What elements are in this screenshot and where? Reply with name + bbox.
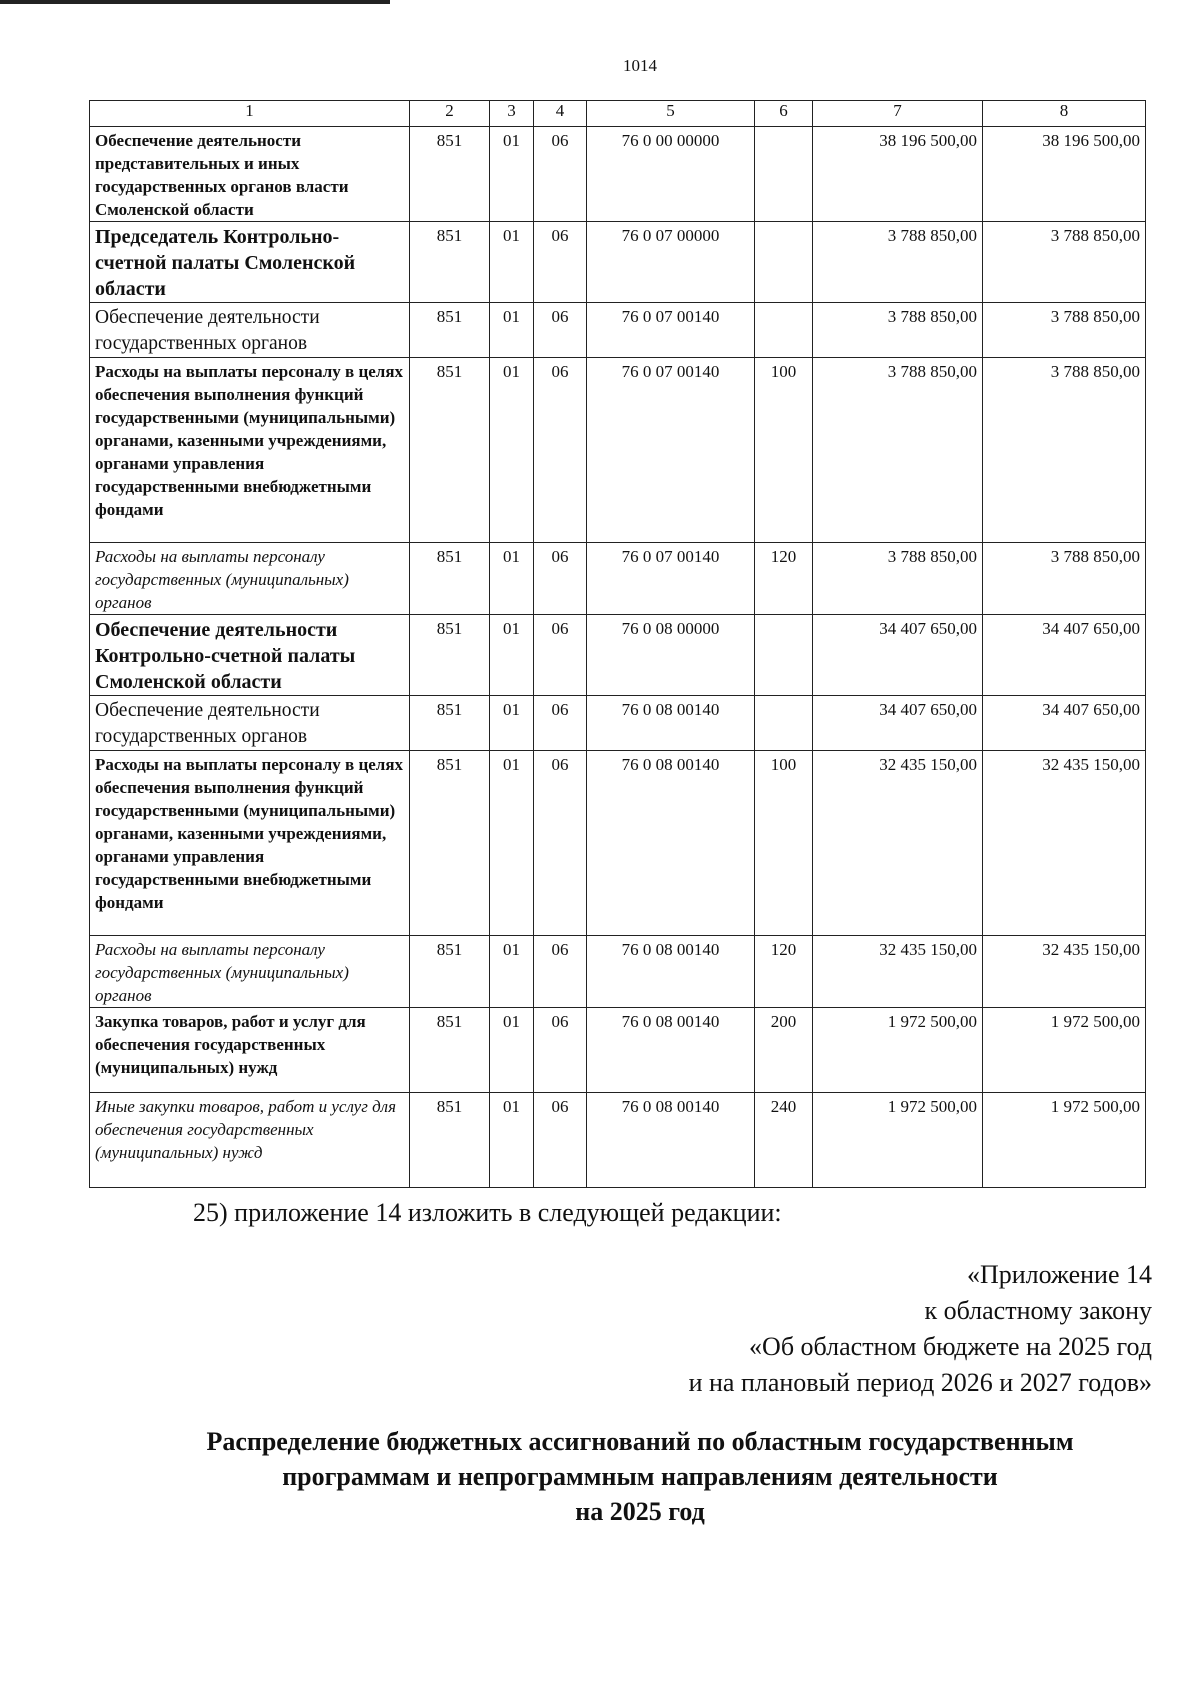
section-cell: 01	[490, 936, 534, 1008]
admin-code-cell: 851	[410, 751, 490, 936]
expense-type-cell	[755, 615, 813, 696]
title-line: программам и непрограммным направлениям деятельности	[282, 1462, 998, 1491]
admin-code-cell: 851	[410, 222, 490, 303]
table-header-row	[90, 101, 1146, 127]
expense-type-cell: 120	[755, 936, 813, 1008]
amount-cell: 32 435 150,00	[813, 751, 983, 936]
table-body	[90, 127, 1146, 1188]
col-header-1: 1	[90, 101, 410, 127]
target-article-cell: 76 0 08 00000	[587, 615, 755, 696]
col-header-2: 2	[410, 101, 490, 127]
expense-type-cell: 100	[755, 358, 813, 543]
row-name-cell: Расходы на выплаты персоналу государственных (муниципальных) органов	[90, 543, 410, 615]
section-cell: 01	[490, 615, 534, 696]
amount-cell: 3 788 850,00	[983, 222, 1146, 303]
expense-type-cell	[755, 696, 813, 751]
target-article-cell: 76 0 08 00140	[587, 1093, 755, 1188]
expense-type-cell	[755, 303, 813, 358]
amount-cell: 38 196 500,00	[983, 127, 1146, 222]
admin-code-cell: 851	[410, 127, 490, 222]
expense-type-cell	[755, 222, 813, 303]
title-line: Распределение бюджетных ассигнований по областным государственным	[206, 1427, 1074, 1456]
target-article-cell: 76 0 08 00140	[587, 751, 755, 936]
subsection-cell: 06	[534, 358, 587, 543]
amount-cell: 34 407 650,00	[813, 696, 983, 751]
appendix-header	[689, 1258, 1152, 1402]
subsection-cell: 06	[534, 696, 587, 751]
section-cell: 01	[490, 1093, 534, 1188]
amount-cell: 38 196 500,00	[813, 127, 983, 222]
table-row	[90, 751, 1146, 936]
target-article-cell: 76 0 00 00000	[587, 127, 755, 222]
target-article-cell: 76 0 07 00140	[587, 303, 755, 358]
section-cell: 01	[490, 222, 534, 303]
col-header-6: 6	[755, 101, 813, 127]
section-cell: 01	[490, 1008, 534, 1093]
row-name-cell: Закупка товаров, работ и услуг для обеспечения государственных (муниципальных) нужд	[90, 1008, 410, 1093]
table-row	[90, 696, 1146, 751]
target-article-cell: 76 0 07 00140	[587, 358, 755, 543]
section-title	[90, 1424, 1190, 1529]
col-header-7: 7	[813, 101, 983, 127]
admin-code-cell: 851	[410, 615, 490, 696]
admin-code-cell: 851	[410, 543, 490, 615]
expense-type-cell	[755, 127, 813, 222]
admin-code-cell: 851	[410, 1008, 490, 1093]
row-name-cell: Председатель Контрольно-счетной палаты Смоленской области	[90, 222, 410, 303]
table-row	[90, 936, 1146, 1008]
row-name-cell: Обеспечение деятельности государственных органов	[90, 303, 410, 358]
target-article-cell: 76 0 08 00140	[587, 1008, 755, 1093]
row-name-cell: Расходы на выплаты персоналу государственных (муниципальных) органов	[90, 936, 410, 1008]
appendix-line: и на плановый период 2026 и 2027 годов»	[688, 1368, 1152, 1397]
table-row	[90, 222, 1146, 303]
col-header-3: 3	[490, 101, 534, 127]
subsection-cell: 06	[534, 303, 587, 358]
row-name-cell: Обеспечение деятельности представительных и иных государственных органов власти Смоленской области	[90, 127, 410, 222]
amount-cell: 3 788 850,00	[983, 358, 1146, 543]
table-row	[90, 1008, 1146, 1093]
amount-cell: 3 788 850,00	[813, 358, 983, 543]
amount-cell: 3 788 850,00	[813, 303, 983, 358]
amount-cell: 32 435 150,00	[983, 751, 1146, 936]
subsection-cell: 06	[534, 222, 587, 303]
row-name-cell: Обеспечение деятельности государственных органов	[90, 696, 410, 751]
subsection-cell: 06	[534, 936, 587, 1008]
subsection-cell: 06	[534, 751, 587, 936]
subsection-cell: 06	[534, 127, 587, 222]
admin-code-cell: 851	[410, 358, 490, 543]
table-row	[90, 303, 1146, 358]
amount-cell: 34 407 650,00	[983, 615, 1146, 696]
admin-code-cell: 851	[410, 303, 490, 358]
admin-code-cell: 851	[410, 936, 490, 1008]
target-article-cell: 76 0 08 00140	[587, 696, 755, 751]
amount-cell: 3 788 850,00	[983, 303, 1146, 358]
appendix-line: «Приложение 14	[966, 1260, 1152, 1289]
amount-cell: 3 788 850,00	[813, 543, 983, 615]
subsection-cell: 06	[534, 1008, 587, 1093]
amount-cell: 3 788 850,00	[813, 222, 983, 303]
title-line: на 2025 год	[575, 1497, 705, 1526]
table-row	[90, 1093, 1146, 1188]
section-cell: 01	[490, 696, 534, 751]
amount-cell: 32 435 150,00	[813, 936, 983, 1008]
expense-type-cell: 200	[755, 1008, 813, 1093]
amount-cell: 1 972 500,00	[983, 1093, 1146, 1188]
amount-cell: 1 972 500,00	[983, 1008, 1146, 1093]
table-row	[90, 358, 1146, 543]
section-cell: 01	[490, 751, 534, 936]
subsection-cell: 06	[534, 1093, 587, 1188]
amendment-text: 25) приложение 14 изложить в следующей редакции:	[193, 1198, 782, 1227]
row-name-cell: Обеспечение деятельности Контрольно-счетной палаты Смоленской области	[90, 615, 410, 696]
target-article-cell: 76 0 07 00140	[587, 543, 755, 615]
amount-cell: 3 788 850,00	[983, 543, 1146, 615]
table-row	[90, 127, 1146, 222]
page-number: 1014	[623, 56, 657, 75]
scan-edge-bar	[0, 0, 390, 4]
admin-code-cell: 851	[410, 1093, 490, 1188]
table-row	[90, 615, 1146, 696]
col-header-5: 5	[587, 101, 755, 127]
amount-cell: 1 972 500,00	[813, 1093, 983, 1188]
subsection-cell: 06	[534, 543, 587, 615]
expense-type-cell: 120	[755, 543, 813, 615]
section-cell: 01	[490, 303, 534, 358]
row-name-cell: Расходы на выплаты персоналу в целях обеспечения выполнения функций государственными (муниципальными) органами, казенными учреждениями, органами управления государственными внебюджетными фондами	[90, 358, 410, 543]
amount-cell: 32 435 150,00	[983, 936, 1146, 1008]
row-name-cell: Расходы на выплаты персоналу в целях обеспечения выполнения функций государственными (муниципальными) органами, казенными учреждениями, органами управления государственными внебюджетными фондами	[90, 751, 410, 936]
section-cell: 01	[490, 543, 534, 615]
expense-type-cell: 240	[755, 1093, 813, 1188]
admin-code-cell: 851	[410, 696, 490, 751]
col-header-8: 8	[983, 101, 1146, 127]
row-name-cell: Иные закупки товаров, работ и услуг для обеспечения государственных (муниципальных) нужд	[90, 1093, 410, 1188]
section-cell: 01	[490, 127, 534, 222]
appendix-line: к областному закону	[924, 1296, 1152, 1325]
amount-cell: 34 407 650,00	[983, 696, 1146, 751]
amount-cell: 1 972 500,00	[813, 1008, 983, 1093]
subsection-cell: 06	[534, 615, 587, 696]
target-article-cell: 76 0 08 00140	[587, 936, 755, 1008]
table-row	[90, 543, 1146, 615]
col-header-4: 4	[534, 101, 587, 127]
budget-table	[89, 100, 1146, 1188]
amount-cell: 34 407 650,00	[813, 615, 983, 696]
target-article-cell: 76 0 07 00000	[587, 222, 755, 303]
section-cell: 01	[490, 358, 534, 543]
expense-type-cell: 100	[755, 751, 813, 936]
appendix-line: «Об областном бюджете на 2025 год	[749, 1332, 1152, 1361]
